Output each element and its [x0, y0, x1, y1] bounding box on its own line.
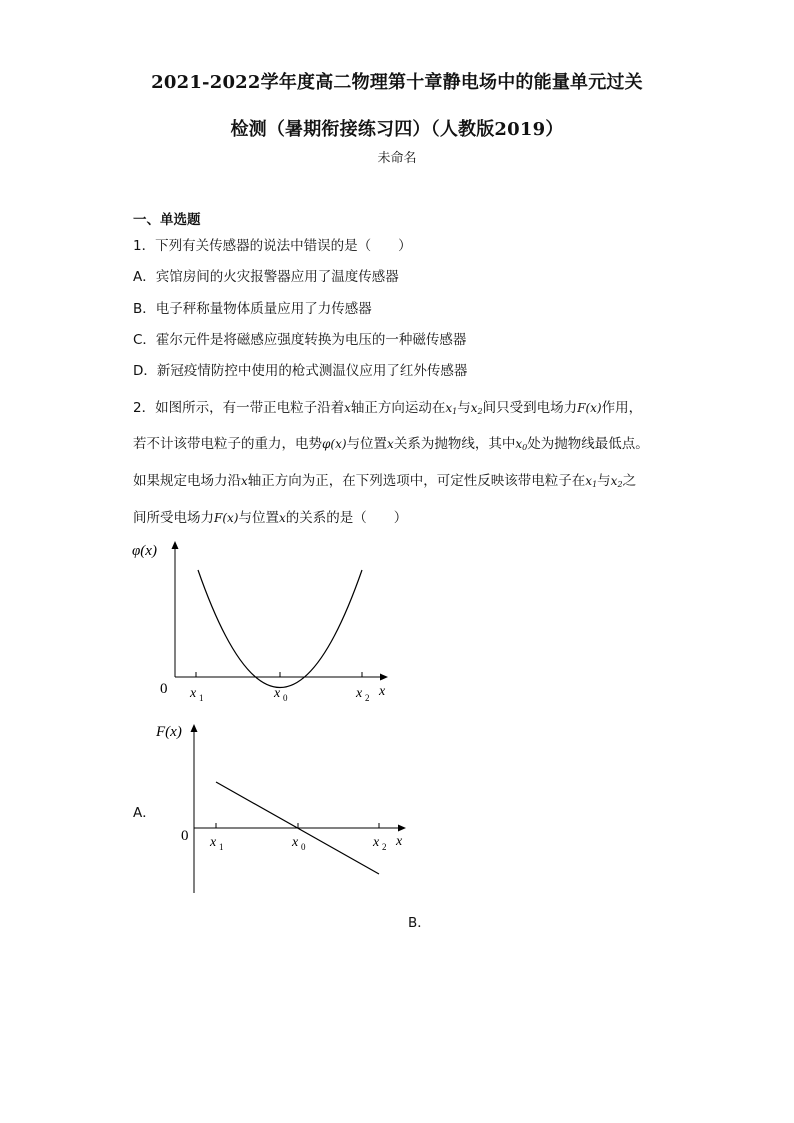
tick-x0-sub: 0	[283, 693, 288, 703]
parabola-curve	[198, 570, 362, 688]
tick-x2-sub: 2	[365, 693, 370, 703]
x-axis-label: x	[396, 834, 403, 849]
document-subtitle: 未命名	[377, 151, 417, 166]
q1-stem: 1．下列有关传感器的说法中错误的是（ ）	[133, 238, 412, 254]
q1-option-d: D．新冠疫情防控中使用的枪式测温仪应用了红外传感器	[133, 363, 468, 379]
graph-phi-x	[130, 535, 400, 710]
tick-x0: x	[274, 686, 281, 701]
tick-x0-sub: 0	[301, 842, 306, 852]
origin-label: 0	[181, 828, 189, 844]
x-axis-label: x	[379, 684, 386, 699]
section-heading: 一、单选题	[133, 212, 201, 228]
q1-option-b: B．电子秤称量物体质量应用了力传感器	[133, 301, 372, 317]
tick-x1-sub: 1	[199, 693, 204, 703]
y-axis-label: φ(x)	[132, 543, 157, 559]
q2-option-a-label: A．	[133, 805, 156, 821]
y-axis-label: F(x)	[156, 724, 182, 740]
tick-x2: x	[373, 835, 380, 850]
tick-x2-sub: 2	[382, 842, 387, 852]
q2-line-2: 若不计该带电粒子的重力，电势φ(x)与位置x关系为抛物线，其中$x_0$处为抛物线最低点。	[133, 436, 649, 452]
q2-option-b-label: B．	[408, 915, 431, 931]
document-title-line1: 2021-2022学年度高二物理第十章静电场中的能量单元过关	[151, 72, 643, 93]
tick-x2: x	[356, 686, 363, 701]
tick-x1: x	[210, 835, 217, 850]
q2-line-1: 2．如图所示，有一带正电粒子沿着x轴正方向运动在$x_1$与$x_2$间只受到电场力F(x)作用，	[133, 400, 643, 416]
q1-option-a: A．宾馆房间的火灾报警器应用了温度传感器	[133, 269, 399, 285]
graph-option-a	[150, 718, 415, 898]
q1-option-c: C．霍尔元件是将磁感应强度转换为电压的一种磁传感器	[133, 332, 467, 348]
q2-line-3: 如果规定电场力沿x轴正方向为正，在下列选项中，可定性反映该带电粒子在$x_1$与$x_2$之	[133, 473, 637, 489]
tick-x0: x	[292, 835, 299, 850]
tick-x1-sub: 1	[219, 842, 224, 852]
origin-label: 0	[160, 681, 168, 697]
document-title-line2: 检测（暑期衔接练习四）（人教版2019）	[230, 119, 564, 140]
q2-line-4: 间所受电场力F(x)与位置x的关系的是（ ）	[133, 510, 408, 526]
tick-x1: x	[190, 686, 197, 701]
